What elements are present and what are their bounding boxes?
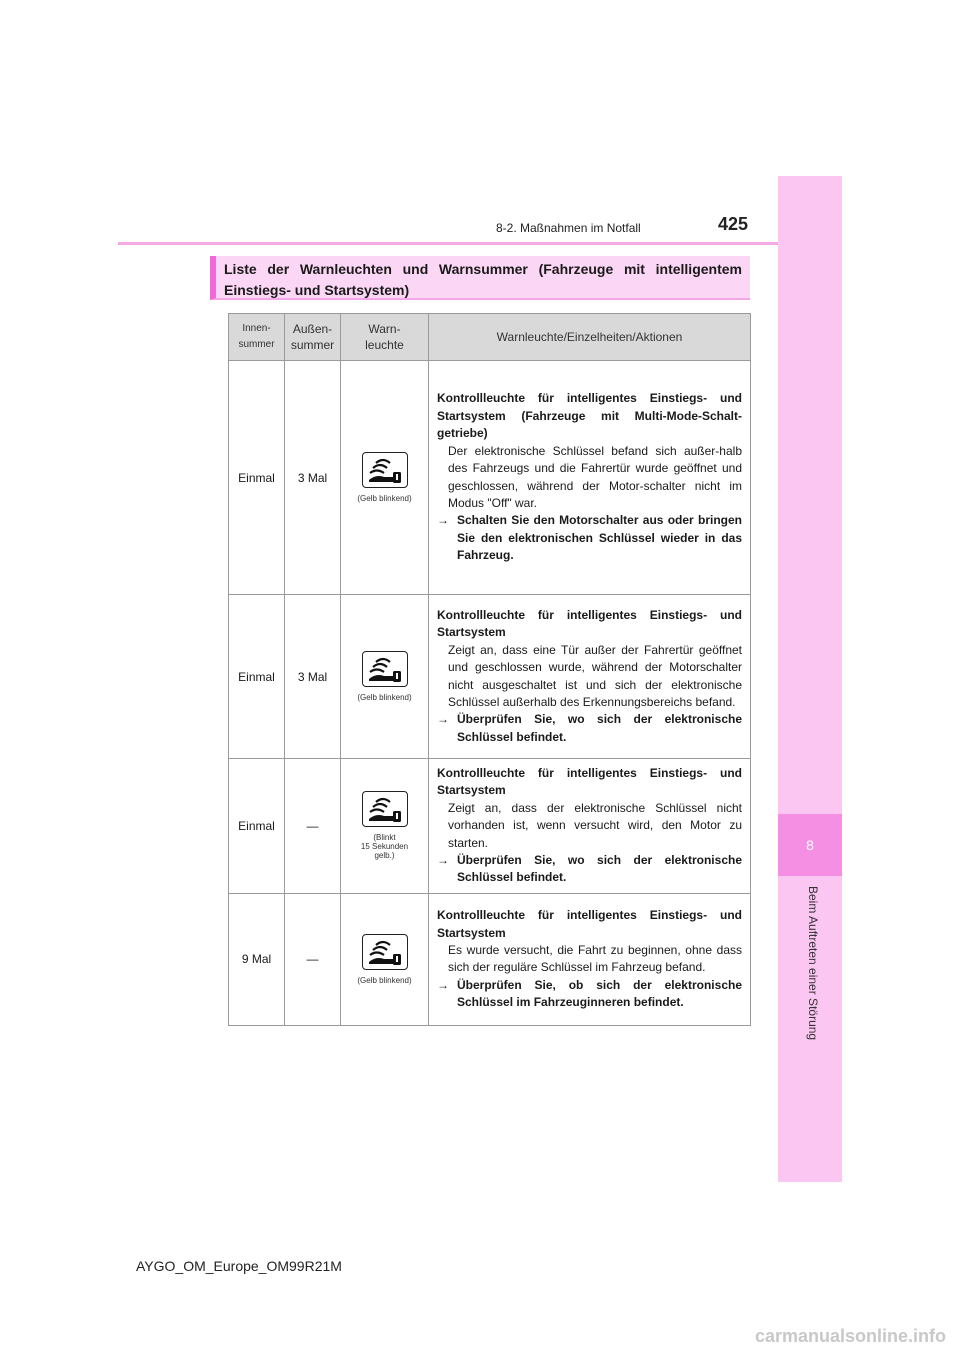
detail-action: → Überprüfen Sie, wo sich der elektronische Schlüssel befindet.	[437, 711, 742, 746]
detail-action: → Überprüfen Sie, wo sich der elektronische Schlüssel befindet.	[437, 852, 742, 887]
header-details: Warnleuchte/Einzelheiten/Aktionen	[429, 314, 751, 361]
chapter-label: Beim Auftreten einer Störung	[806, 886, 820, 1041]
outer-buzzer-cell: —	[285, 893, 341, 1025]
outer-buzzer-cell: 3 Mal	[285, 595, 341, 759]
detail-text: Zeigt an, dass eine Tür außer der Fahrertür geöffnet und geschlossen wurde, während der Motorschalter nicht ausgeschaltet ist und sich der elektronische Schlüssel außerhalb des Erkennungsbereichs befand.	[448, 642, 742, 709]
table-header-row	[229, 314, 751, 361]
header-inner-buzzer: Innen- summer	[229, 314, 285, 361]
arrow-icon: →	[437, 977, 449, 992]
arrow-icon: →	[437, 513, 449, 528]
page-number: 425	[718, 214, 749, 234]
detail-text: Der elektronische Schlüssel befand sich außer-halb des Fahrzeugs und die Fahrertür wurde geöffnet und geschlossen, während der Motor-schalter nicht im Modus "Off" war.	[448, 443, 742, 510]
detail-title: Kontrollleuchte für intelligentes Einstiegs- und Startsystem	[437, 766, 742, 798]
header-divider	[118, 242, 778, 245]
detail-text: Es wurde versucht, die Fahrt zu beginnen, ohne dass sich der reguläre Schlüssel im Fahrzeug befand.	[448, 942, 742, 975]
chapter-number: 8	[778, 814, 842, 876]
smart-key-icon	[362, 934, 408, 970]
smart-key-icon	[362, 651, 408, 687]
table-row	[229, 893, 751, 1025]
header-outer-buzzer: Außen- summer	[285, 314, 341, 361]
detail-title: Kontrollleuchte für intelligentes Einstiegs- und Startsystem	[437, 607, 742, 640]
light-state-note: (Blinkt 15 Sekunden gelb.)	[360, 833, 409, 861]
detail-action: → Schalten Sie den Motorschalter aus oder bringen Sie den elektronischen Schlüssel wieder in das Fahrzeug.	[437, 512, 742, 564]
light-state-note: (Gelb blinkend)	[357, 693, 412, 702]
detail-title: Kontrollleuchte für intelligentes Einstiegs- und Startsystem	[437, 908, 742, 940]
outer-buzzer-cell: —	[285, 759, 341, 894]
table-row	[229, 595, 751, 759]
table-row	[229, 759, 751, 894]
light-state-note: (Gelb blinkend)	[357, 975, 412, 985]
inner-buzzer-cell: 9 Mal	[229, 893, 285, 1025]
arrow-icon: →	[437, 712, 449, 727]
section-title: 8-2. Maßnahmen im Notfall	[496, 221, 641, 235]
inner-buzzer-cell: Einmal	[229, 759, 285, 894]
document-code: AYGO_OM_Europe_OM99R21M	[136, 1258, 342, 1274]
smart-key-icon	[362, 452, 408, 488]
smart-key-icon	[362, 791, 408, 827]
chapter-side-tab	[778, 176, 842, 1182]
table-row	[229, 361, 751, 595]
header-warning-light: Warn- leuchte	[341, 314, 429, 361]
detail-text: Zeigt an, dass der elektronische Schlüssel nicht vorhanden ist, wenn versucht wird, den Motor zu starten.	[448, 800, 742, 850]
watermark: carmanualsonline.info	[754, 1326, 946, 1346]
outer-buzzer-cell: 3 Mal	[285, 361, 341, 595]
detail-action: → Überprüfen Sie, ob sich der elektronische Schlüssel im Fahrzeuginneren befindet.	[437, 977, 742, 1012]
inner-buzzer-cell: Einmal	[229, 595, 285, 759]
warning-table	[228, 313, 751, 1026]
arrow-icon: →	[437, 853, 449, 868]
inner-buzzer-cell: Einmal	[229, 361, 285, 595]
detail-title: Kontrollleuchte für intelligentes Einstiegs- und Startsystem (Fahrzeuge mit Multi-Mode-Schalt-getriebe)	[437, 391, 742, 441]
list-heading: Liste der Warnleuchten und Warnsummer (Fahrzeuge mit intelligentem Einstiegs- und Startsystem)	[210, 256, 750, 300]
light-state-note: (Gelb blinkend)	[357, 494, 412, 503]
